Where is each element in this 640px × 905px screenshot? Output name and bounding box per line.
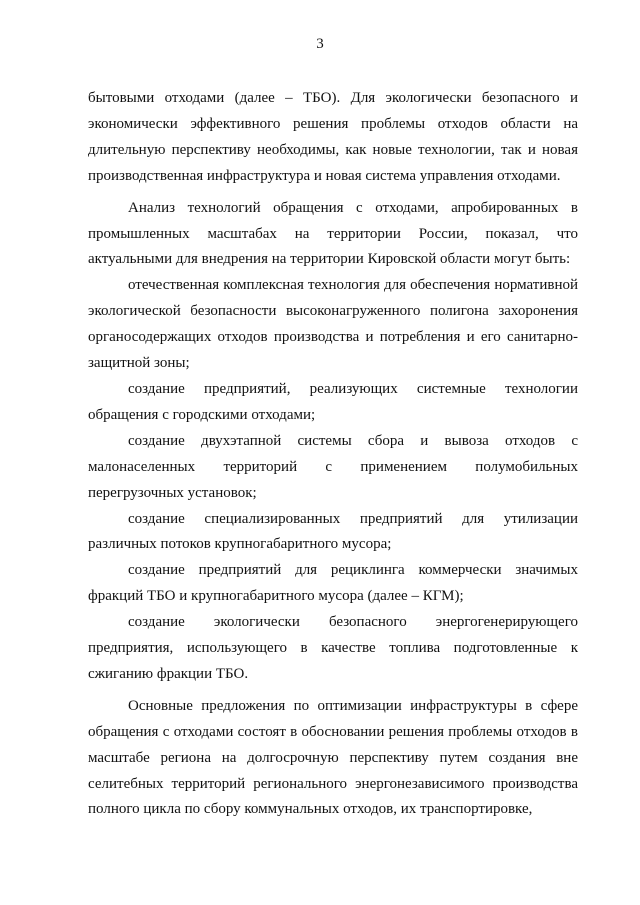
paragraph-continuation: бытовыми отходами (далее – ТБО). Для экологически безопасного и экономически эффективного решения проблемы отходов области на длительную перспективу необходимы, как новые технологии, так и новая производственная инфраструктура и новая система управления отходами. [88, 90, 578, 184]
paragraph-analysis: Анализ технологий обращения с отходами, апробированных в промышленных масштабах на территории России, показал, что актуальными для внедрения на территории Кировской области могут быть: [88, 199, 578, 268]
list-item-energy-enterprise: создание экологически безопасного энергогенерирующего предприятия, использующего в качестве топлива подготовленные к сжиганию фракции ТБО. [88, 614, 578, 682]
list-item-recycling: создание предприятий для рециклинга коммерчески значимых фракций ТБО и крупногабаритного мусора (далее – КГМ); [88, 562, 578, 605]
list-item-domestic-technology: отечественная комплексная технология для обеспечения нормативной экологической безопасности высоконагруженного полигона захоронения органосодержащих отходов производства и потребления и его санитарно-защитной зоны; [88, 277, 578, 372]
list-item-system-enterprises: создание предприятий, реализующих системные технологии обращения с городскими отходами; [88, 380, 578, 423]
paragraph-proposals: Основные предложения по оптимизации инфраструктуры в сфере обращения с отходами состоят в обосновании решения проблемы отходов в масштабе региона на долгосрочную перспективу путем создания вне селитебных территорий регионального энергонезависимого производства полного цикла по сбору коммунальных отходов, их транспортировке, [88, 697, 578, 818]
page-number: 3 [316, 36, 324, 52]
list-item-two-stage-collection: создание двухэтапной системы сбора и вывоза отходов с малонаселенных территорий с применением полумобильных перегрузочных установок; [88, 432, 578, 501]
list-item-bulky-waste: создание специализированных предприятий для утилизации различных потоков крупногабаритного мусора; [88, 510, 578, 553]
document-body [88, 86, 578, 823]
